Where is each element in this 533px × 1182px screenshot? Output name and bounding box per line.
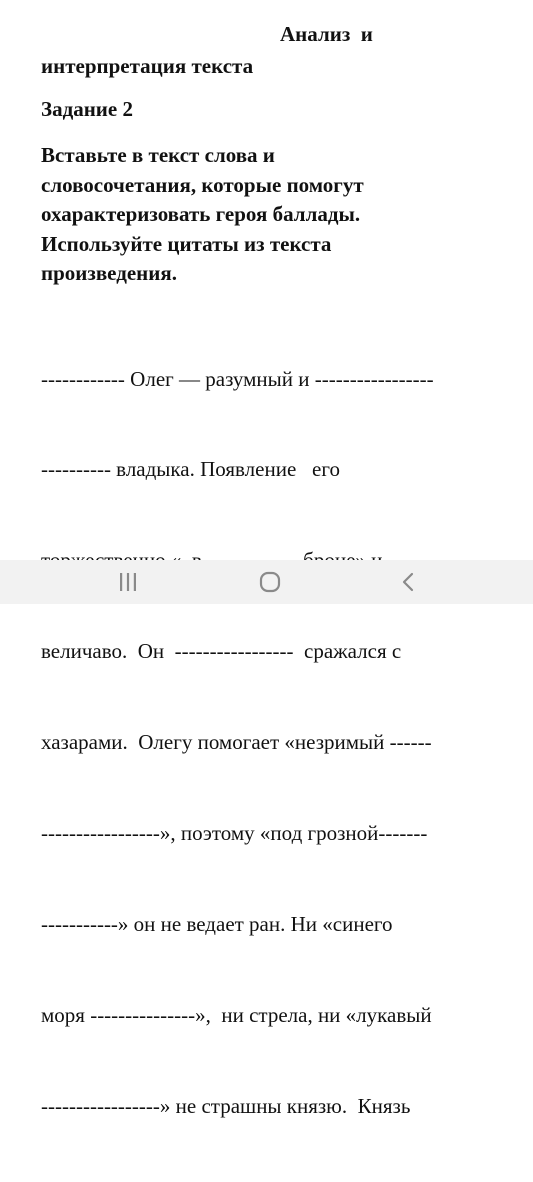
recent-apps-icon [116, 570, 140, 594]
task-instructions [41, 141, 364, 289]
text-line: ------------ Олег — разумный и ----------------- [41, 366, 434, 391]
recent-apps-button[interactable] [98, 560, 158, 604]
instruction-line: Используйте цитаты из текста [41, 231, 332, 256]
back-button[interactable] [379, 560, 439, 604]
instruction-line: Вставьте в текст слова и [41, 143, 275, 167]
text-line: хазарами. Олегу помогает «незримый ------ [41, 730, 432, 755]
instruction-line: словосочетания, которые помогут [41, 172, 364, 197]
text-line: ---------- владыка. Появление его [41, 457, 340, 482]
task-heading: Задание 2 [41, 97, 133, 121]
instruction-line: охарактеризовать героя баллады. [41, 202, 361, 226]
back-chevron-icon [397, 570, 421, 594]
text-line: -----------------» не страшны князю. Князь [41, 1093, 411, 1118]
document-title-line-2: интерпретация текста [41, 54, 254, 78]
text-line: -----------» он не ведает ран. Ни «синего [41, 911, 393, 936]
fill-in-text [41, 303, 434, 1182]
text-line: величаво. Он ----------------- сражался с [41, 639, 402, 664]
instruction-line: произведения. [41, 261, 177, 285]
system-navigation-bar [0, 560, 533, 604]
home-icon [257, 569, 283, 595]
document-title-line-1: Анализ и [280, 22, 373, 46]
text-line: моря ---------------», ни стрела, ни «лукавый [41, 1002, 432, 1027]
home-button[interactable] [240, 560, 300, 604]
text-line: -----------------», поэтому «под грозной------- [41, 821, 428, 846]
